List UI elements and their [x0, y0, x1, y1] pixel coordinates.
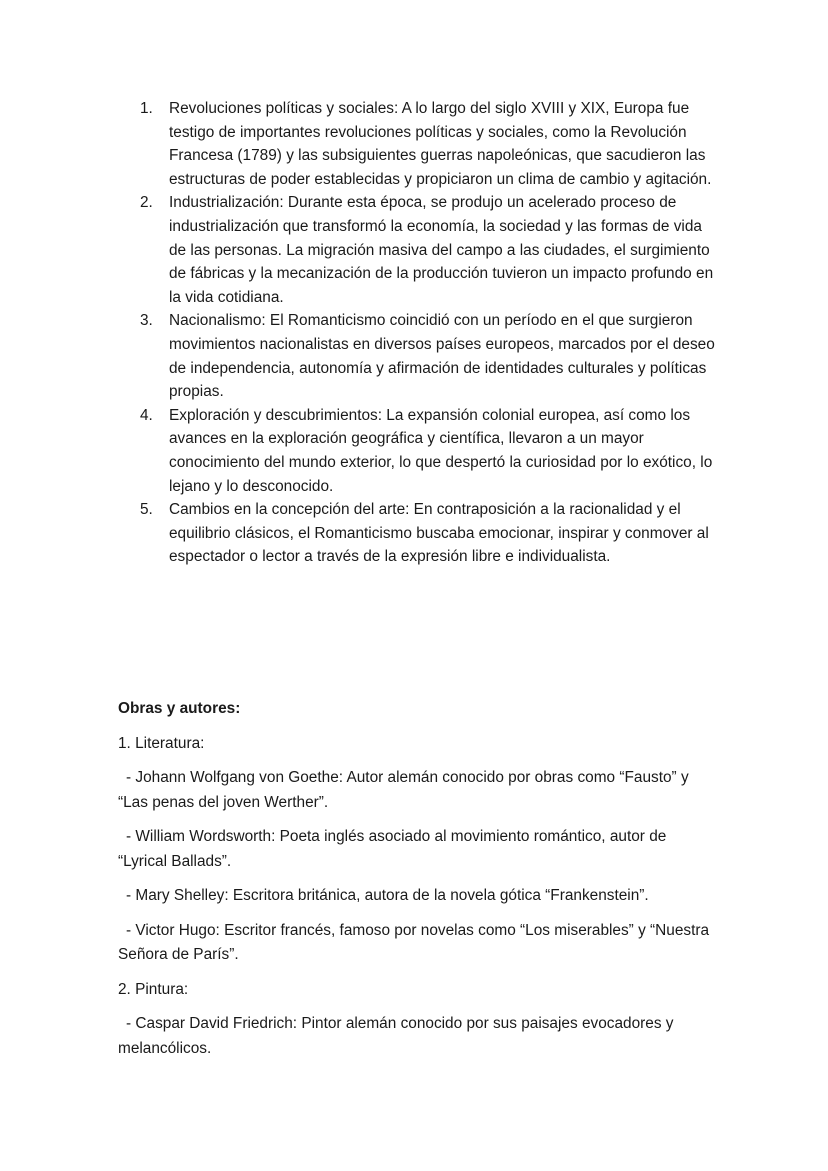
list-number: 1.: [140, 100, 153, 117]
subsection-literatura: 1. Literatura:: [118, 734, 205, 752]
author-entry-friedrich: - Caspar David Friedrich: Pintor alemán conocido por sus paisajes evocadores y melancólicos.: [118, 1015, 674, 1057]
list-number: 3.: [140, 312, 153, 330]
obras-section: [118, 697, 718, 1061]
author-entry-wordsworth: - William Wordsworth: Poeta inglés asociado al movimiento romántico, autor de “Lyrical Ballads”.: [118, 828, 667, 870]
list-item: [140, 309, 715, 403]
author-entry-shelley: - Mary Shelley: Escritora británica, autora de la novela gótica “Frankenstein”.: [126, 887, 649, 904]
section-heading: Obras y autores:: [118, 700, 241, 717]
list-text: Revoluciones políticas y sociales: A lo largo del siglo XVIII y XIX, Europa fue testigo de importantes revoluciones políticas y sociales, como la Revolución Francesa (1789) y las subsiguientes guerras napoleónicas, que sacudieron las estructuras de poder establecidas y propiciaron un clima de cambio y agitación.: [169, 100, 712, 188]
list-number: 5.: [140, 501, 153, 519]
list-text: Cambios en la concepción del arte: En contraposición a la racionalidad y el equilibrio clásicos, el Romanticismo buscaba emocionar, inspirar y conmover al espectador o lector a través de la expresión libre e individualista.: [169, 501, 709, 566]
list-item: [140, 404, 715, 498]
subsection-pintura: 2. Pintura:: [118, 980, 189, 998]
author-entry-goethe: - Johann Wolfgang von Goethe: Autor alemán conocido por obras como “Fausto” y “Las penas del joven Werther”.: [118, 769, 689, 811]
list-text: Industrialización: Durante esta época, se produjo un acelerado proceso de industrialización que transformó la economía, la sociedad y las formas de vida de las personas. La migración masiva del campo a las ciudades, el surgimiento de fábricas y la mecanización de la producción tuvieron un impacto profundo en la vida cotidiana.: [169, 194, 714, 306]
list-item: [140, 191, 715, 309]
list-item: [140, 498, 715, 569]
list-text: Exploración y descubrimientos: La expansión colonial europea, así como los avances en la exploración geográfica y científica, llevaron a un mayor conocimiento del mundo exterior, lo que despertó la curiosidad por lo exótico, lo lejano y lo desconocido.: [169, 406, 713, 495]
list-text: Nacionalismo: El Romanticismo coincidió con un período en el que surgieron movimientos nacionalistas en diversos países europeos, marcados por el deseo de independencia, autonomía y afirmación de identidades culturales y políticas propias.: [169, 312, 715, 401]
list-item: [140, 97, 715, 191]
context-list: [140, 97, 715, 569]
list-number: 4.: [140, 406, 153, 424]
list-number: 2.: [140, 194, 153, 212]
author-entry-hugo: - Victor Hugo: Escritor francés, famoso por novelas como “Los miserables” y “Nuestra Señora de París”.: [118, 921, 710, 963]
